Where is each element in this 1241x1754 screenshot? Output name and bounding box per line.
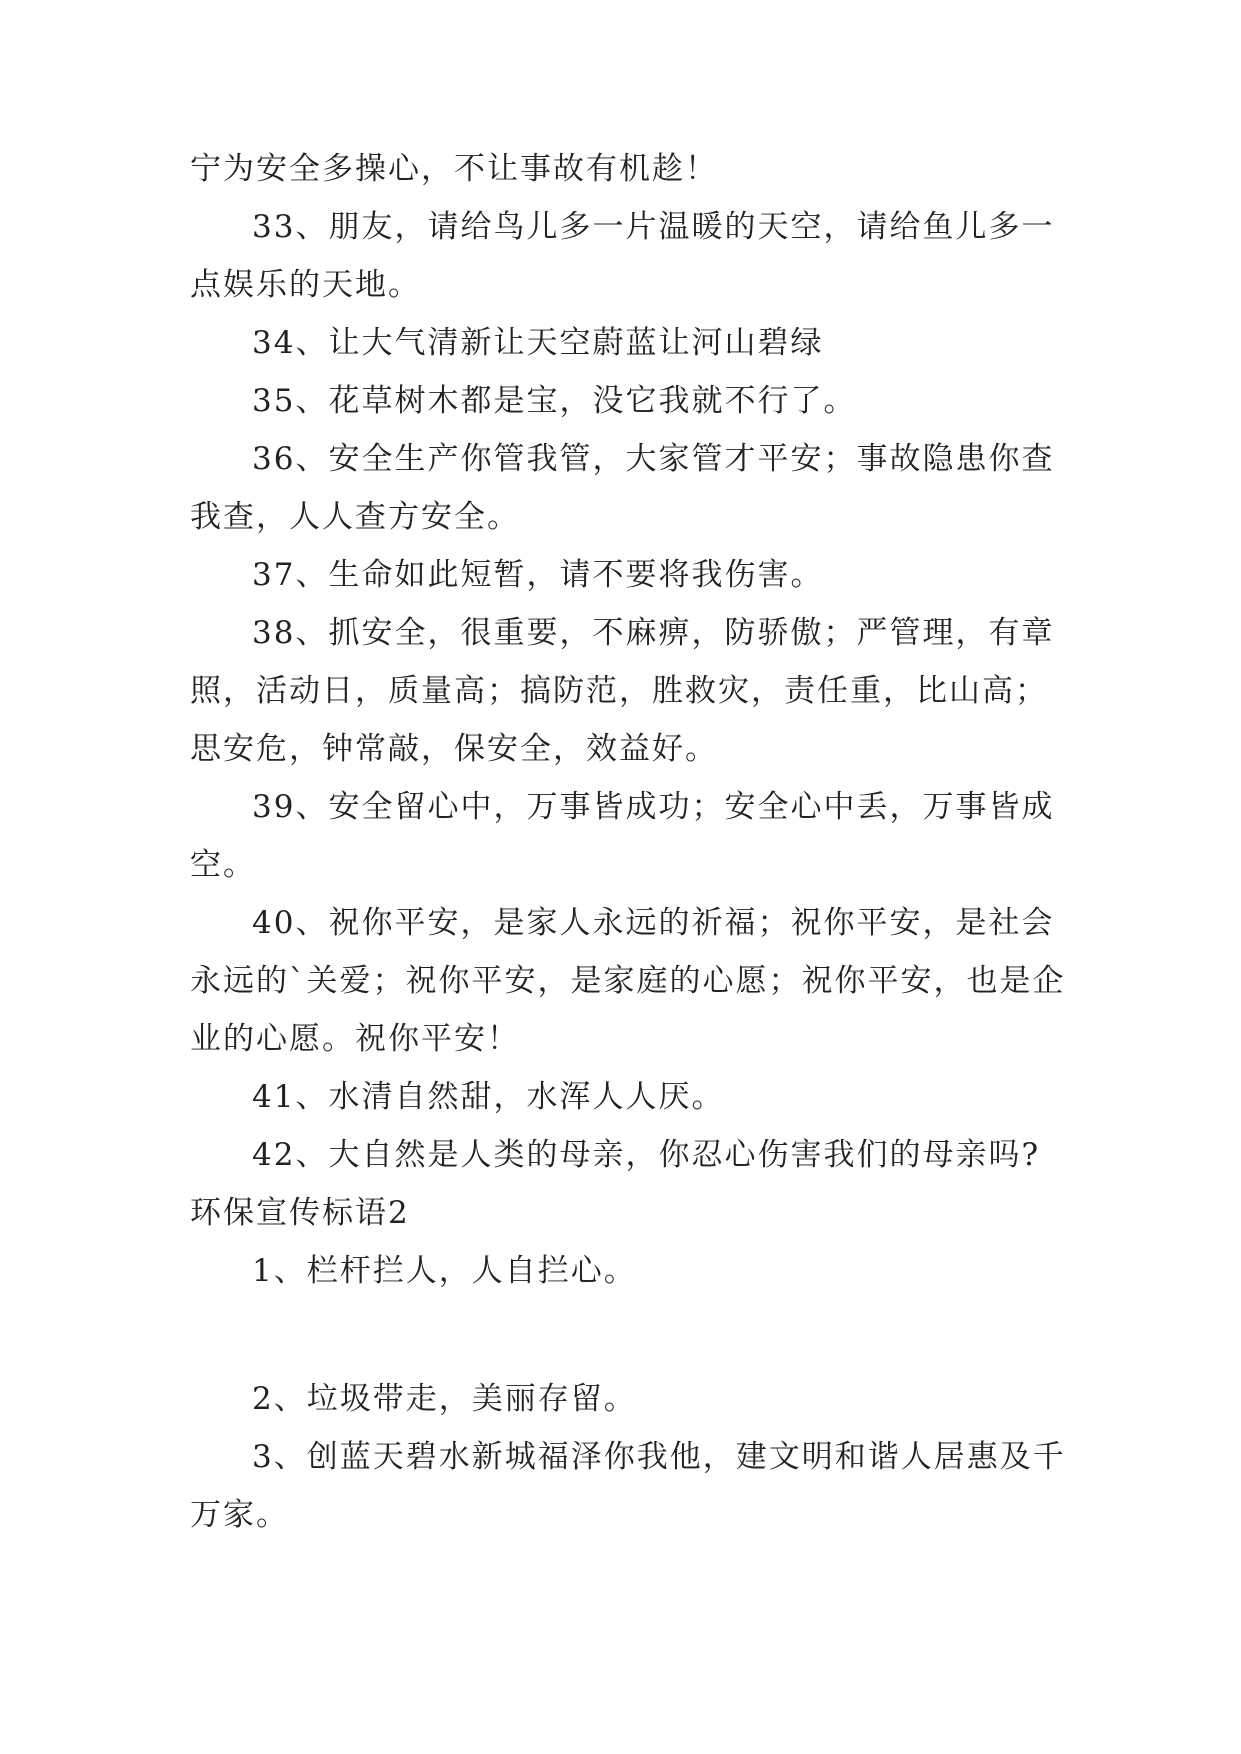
text-paragraph: 宁为安全多操心，不让事故有机趁！ (190, 151, 718, 187)
slogan-item-39: 39、安全留心中，万事皆成功；安全心中丢，万事皆成空。 (190, 789, 1055, 883)
slogan-item-36: 36、安全生产你管我管，大家管才平安；事故隐患你查我查，人人查方安全。 (190, 441, 1055, 535)
slogan-item-1: 1、栏杆拦人，人自拦心。 (252, 1253, 637, 1289)
slogan-item-38: 38、抓安全，很重要，不麻痹，防骄傲；严管理，有章照，活动日，质量高；搞防范，胜救灾，责任重，比山高；思安危，钟常敲，保安全，效益好。 (190, 615, 1055, 767)
slogan-item-33: 33、朋友，请给鸟儿多一片温暖的天空，请给鱼儿多一点娱乐的天地。 (190, 209, 1055, 303)
section-heading: 环保宣传标语2 (190, 1195, 410, 1231)
slogan-item-42: 42、大自然是人类的母亲，你忍心伤害我们的母亲吗? (252, 1137, 1041, 1173)
slogan-item-41: 41、水清自然甜，水浑人人厌。 (252, 1079, 725, 1115)
slogan-item-34: 34、让大气清新让天空蔚蓝让河山碧绿 (252, 325, 824, 361)
slogan-item-2: 2、垃圾带走，美丽存留。 (252, 1381, 637, 1417)
slogan-item-35: 35、花草树木都是宝，没它我就不行了。 (252, 383, 857, 419)
slogan-item-3: 3、创蓝天碧水新城福泽你我他，建文明和谐人居惠及千万家。 (190, 1439, 1066, 1533)
slogan-item-37: 37、生命如此短暂，请不要将我伤害。 (252, 557, 824, 593)
slogan-item-40: 40、祝你平安，是家人永远的祈福；祝你平安，是社会永远的`关爱；祝你平安，是家庭的心愿；祝你平安，也是企业的心愿。祝你平安！ (190, 905, 1066, 1057)
